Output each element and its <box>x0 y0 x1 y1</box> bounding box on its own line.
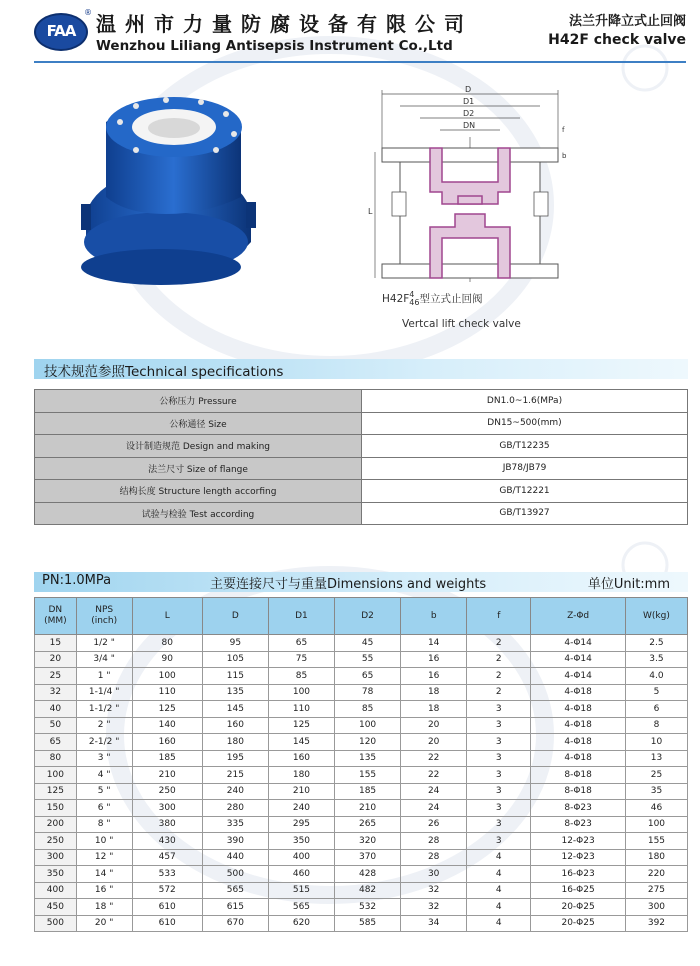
table-cell: 55 <box>335 651 401 668</box>
dim-label-dn: DN <box>463 121 476 130</box>
table-cell: 180 <box>268 767 334 784</box>
table-cell: 210 <box>335 800 401 817</box>
table-cell: 195 <box>202 750 268 767</box>
table-cell: 145 <box>268 734 334 751</box>
table-cell: 28 <box>401 849 467 866</box>
table-row <box>35 750 688 767</box>
table-cell: 320 <box>335 833 401 850</box>
dimensions-banner <box>34 572 688 592</box>
table-cell: 2 <box>467 684 531 701</box>
tech-spec-table <box>34 389 688 525</box>
table-cell: 145 <box>202 701 268 718</box>
spec-value: GB/T13927 <box>362 502 688 525</box>
table-cell: 16-Φ25 <box>531 882 626 899</box>
table-cell: 4 " <box>76 767 132 784</box>
spec-key: 公称通径 Size <box>35 412 362 435</box>
table-cell: 32 <box>401 899 467 916</box>
table-cell: 10 <box>625 734 687 751</box>
table-row <box>35 800 688 817</box>
spec-value: GB/T12235 <box>362 435 688 458</box>
table-cell: 26 <box>401 816 467 833</box>
tech-spec-banner <box>34 359 688 379</box>
table-row <box>35 882 688 899</box>
table-cell: 240 <box>268 800 334 817</box>
table-cell: 565 <box>268 899 334 916</box>
table-cell: 500 <box>202 866 268 883</box>
table-cell: 100 <box>132 668 202 685</box>
table-cell: 370 <box>335 849 401 866</box>
table-cell: 1 " <box>76 668 132 685</box>
table-cell: 210 <box>268 783 334 800</box>
table-row <box>35 915 688 932</box>
table-cell: 125 <box>35 783 77 800</box>
table-cell: 300 <box>35 849 77 866</box>
table-cell: 3 <box>467 701 531 718</box>
table-cell: 533 <box>132 866 202 883</box>
column-header: Z-Φd <box>531 598 626 635</box>
table-cell: 300 <box>132 800 202 817</box>
table-cell: 28 <box>401 833 467 850</box>
table-row <box>35 816 688 833</box>
table-row <box>35 635 688 652</box>
table-cell: 12-Φ23 <box>531 849 626 866</box>
spec-row <box>35 502 688 525</box>
table-cell: 110 <box>268 701 334 718</box>
table-cell: 24 <box>401 800 467 817</box>
table-row <box>35 734 688 751</box>
table-cell: 4-Φ18 <box>531 734 626 751</box>
table-cell: 10 " <box>76 833 132 850</box>
table-cell: 5 <box>625 684 687 701</box>
table-cell: 280 <box>202 800 268 817</box>
table-cell: 100 <box>35 767 77 784</box>
table-cell: 12-Φ23 <box>531 833 626 850</box>
table-cell: 3 <box>467 783 531 800</box>
table-cell: 295 <box>268 816 334 833</box>
table-cell: 8 <box>625 717 687 734</box>
table-cell: 78 <box>335 684 401 701</box>
column-header: D2 <box>335 598 401 635</box>
table-cell: 8 " <box>76 816 132 833</box>
table-cell: 250 <box>35 833 77 850</box>
table-cell: 300 <box>625 899 687 916</box>
column-header: NPS (inch) <box>76 598 132 635</box>
registered-mark: ® <box>84 8 92 17</box>
spec-key: 公称压力 Pressure <box>35 390 362 413</box>
table-cell: 160 <box>202 717 268 734</box>
table-cell: 80 <box>35 750 77 767</box>
table-cell: 20-Φ25 <box>531 915 626 932</box>
table-cell: 18 <box>401 701 467 718</box>
table-cell: 185 <box>132 750 202 767</box>
page-header <box>0 0 700 64</box>
table-row <box>35 701 688 718</box>
product-name-cn: 法兰升降立式止回阀 <box>568 14 686 29</box>
spec-value: DN15~500(mm) <box>362 412 688 435</box>
table-cell: 6 <box>625 701 687 718</box>
table-cell: 18 " <box>76 899 132 916</box>
drawing-caption <box>382 291 482 307</box>
table-cell: 200 <box>35 816 77 833</box>
table-cell: 428 <box>335 866 401 883</box>
table-cell: 1-1/2 " <box>76 701 132 718</box>
table-cell: 65 <box>268 635 334 652</box>
table-cell: 16 " <box>76 882 132 899</box>
table-cell: 4-Φ18 <box>531 701 626 718</box>
table-cell: 4-Φ14 <box>531 651 626 668</box>
table-cell: 140 <box>132 717 202 734</box>
table-cell: 4 <box>467 882 531 899</box>
spec-row <box>35 480 688 503</box>
table-cell: 585 <box>335 915 401 932</box>
spec-value: DN1.0~1.6(MPa) <box>362 390 688 413</box>
table-cell: 392 <box>625 915 687 932</box>
table-cell: 610 <box>132 899 202 916</box>
table-cell: 215 <box>202 767 268 784</box>
table-cell: 16 <box>401 668 467 685</box>
table-cell: 3 <box>467 816 531 833</box>
table-cell: 180 <box>625 849 687 866</box>
table-cell: 532 <box>335 899 401 916</box>
table-cell: 105 <box>202 651 268 668</box>
table-cell: 3 <box>467 800 531 817</box>
dim-label-d2: D2 <box>463 109 475 118</box>
table-cell: 14 <box>401 635 467 652</box>
table-cell: 95 <box>202 635 268 652</box>
column-header: D1 <box>268 598 334 635</box>
table-cell: 390 <box>202 833 268 850</box>
table-cell: 482 <box>335 882 401 899</box>
table-cell: 4-Φ18 <box>531 750 626 767</box>
table-cell: 155 <box>625 833 687 850</box>
caption-sub: 46 <box>409 298 420 307</box>
table-row <box>35 833 688 850</box>
dim-label-d: D <box>465 85 472 94</box>
table-cell: 4 <box>467 849 531 866</box>
header-divider <box>34 61 686 63</box>
table-cell: 110 <box>132 684 202 701</box>
table-cell: 4-Φ18 <box>531 684 626 701</box>
table-cell: 4 <box>467 915 531 932</box>
table-cell: 265 <box>335 816 401 833</box>
table-row <box>35 866 688 883</box>
valve-product-image <box>66 92 266 292</box>
table-cell: 75 <box>268 651 334 668</box>
table-cell: 180 <box>202 734 268 751</box>
table-cell: 4.0 <box>625 668 687 685</box>
table-cell: 14 " <box>76 866 132 883</box>
table-cell: 210 <box>132 767 202 784</box>
table-cell: 440 <box>202 849 268 866</box>
tech-spec-title: 技术规范参照Technical specifications <box>44 364 284 380</box>
table-row <box>35 783 688 800</box>
table-cell: 115 <box>202 668 268 685</box>
table-cell: 32 <box>35 684 77 701</box>
table-cell: 5 " <box>76 783 132 800</box>
table-cell: 22 <box>401 750 467 767</box>
spec-value: GB/T12221 <box>362 480 688 503</box>
table-cell: 30 <box>401 866 467 883</box>
spec-row <box>35 412 688 435</box>
table-cell: 3 " <box>76 750 132 767</box>
table-cell: 34 <box>401 915 467 932</box>
table-cell: 500 <box>35 915 77 932</box>
dim-label-f: f <box>562 126 565 134</box>
table-cell: 3 <box>467 734 531 751</box>
table-cell: 4-Φ14 <box>531 668 626 685</box>
caption-sup: 4 <box>409 290 415 299</box>
table-cell: 135 <box>202 684 268 701</box>
table-cell: 8-Φ18 <box>531 783 626 800</box>
table-cell: 12 " <box>76 849 132 866</box>
table-cell: 85 <box>335 701 401 718</box>
table-cell: 8-Φ18 <box>531 767 626 784</box>
dim-label-b: b <box>562 152 567 160</box>
caption-type: 型立式止回阀 <box>419 293 483 305</box>
table-cell: 45 <box>335 635 401 652</box>
spec-key: 法兰尺寸 Size of flange <box>35 457 362 480</box>
table-cell: 125 <box>268 717 334 734</box>
column-header: L <box>132 598 202 635</box>
table-cell: 400 <box>268 849 334 866</box>
dim-label-d1: D1 <box>463 97 475 106</box>
table-cell: 135 <box>335 750 401 767</box>
table-cell: 250 <box>132 783 202 800</box>
table-cell: 15 <box>35 635 77 652</box>
column-header: W(kg) <box>625 598 687 635</box>
spec-key: 设计制造规范 Design and making <box>35 435 362 458</box>
table-row <box>35 717 688 734</box>
column-header: D <box>202 598 268 635</box>
table-cell: 457 <box>132 849 202 866</box>
table-cell: 2 <box>467 635 531 652</box>
table-cell: 185 <box>335 783 401 800</box>
table-cell: 620 <box>268 915 334 932</box>
table-cell: 8-Φ23 <box>531 800 626 817</box>
table-row <box>35 651 688 668</box>
spec-key: 结构长度 Structure length accorfing <box>35 480 362 503</box>
table-cell: 450 <box>35 899 77 916</box>
table-cell: 1/2 " <box>76 635 132 652</box>
column-header: b <box>401 598 467 635</box>
table-cell: 20-Φ25 <box>531 899 626 916</box>
table-cell: 50 <box>35 717 77 734</box>
logo-text: FAA <box>46 22 76 40</box>
table-cell: 565 <box>202 882 268 899</box>
table-cell: 3 <box>467 767 531 784</box>
column-header: DN (MM) <box>35 598 77 635</box>
table-cell: 8-Φ23 <box>531 816 626 833</box>
table-cell: 350 <box>35 866 77 883</box>
table-cell: 150 <box>35 800 77 817</box>
table-row <box>35 899 688 916</box>
table-cell: 160 <box>132 734 202 751</box>
faa-logo <box>34 13 88 51</box>
table-cell: 80 <box>132 635 202 652</box>
table-cell: 240 <box>202 783 268 800</box>
caption-model: H42F <box>382 293 410 305</box>
table-cell: 20 " <box>76 915 132 932</box>
table-cell: 100 <box>625 816 687 833</box>
table-cell: 4-Φ14 <box>531 635 626 652</box>
table-cell: 40 <box>35 701 77 718</box>
spec-row <box>35 457 688 480</box>
table-cell: 6 " <box>76 800 132 817</box>
table-cell: 65 <box>35 734 77 751</box>
spec-row <box>35 435 688 458</box>
table-cell: 24 <box>401 783 467 800</box>
table-row <box>35 684 688 701</box>
table-cell: 85 <box>268 668 334 685</box>
table-cell: 20 <box>35 651 77 668</box>
table-cell: 32 <box>401 882 467 899</box>
table-cell: 350 <box>268 833 334 850</box>
table-row <box>35 668 688 685</box>
valve-section-drawing <box>370 82 570 312</box>
table-cell: 430 <box>132 833 202 850</box>
table-cell: 2-1/2 " <box>76 734 132 751</box>
table-cell: 25 <box>35 668 77 685</box>
table-cell: 125 <box>132 701 202 718</box>
unit-label: 单位Unit:mm <box>587 577 670 592</box>
drawing-caption-en: Vertcal lift check valve <box>402 318 521 330</box>
table-cell: 46 <box>625 800 687 817</box>
table-cell: 670 <box>202 915 268 932</box>
spec-row <box>35 390 688 413</box>
table-cell: 20 <box>401 734 467 751</box>
table-cell: 515 <box>268 882 334 899</box>
table-cell: 1-1/4 " <box>76 684 132 701</box>
table-cell: 3 <box>467 833 531 850</box>
table-cell: 400 <box>35 882 77 899</box>
table-cell: 460 <box>268 866 334 883</box>
table-cell: 16 <box>401 651 467 668</box>
dim-label-l: L <box>368 207 373 216</box>
table-cell: 20 <box>401 717 467 734</box>
dimensions-title: 主要连接尺寸与重量Dimensions and weights <box>210 577 487 592</box>
table-cell: 18 <box>401 684 467 701</box>
table-cell: 610 <box>132 915 202 932</box>
table-cell: 120 <box>335 734 401 751</box>
table-row <box>35 767 688 784</box>
table-cell: 2 <box>467 668 531 685</box>
column-header: f <box>467 598 531 635</box>
table-cell: 65 <box>335 668 401 685</box>
table-cell: 4 <box>467 899 531 916</box>
spec-value: JB78/JB79 <box>362 457 688 480</box>
table-cell: 100 <box>268 684 334 701</box>
dimensions-table <box>34 597 688 932</box>
company-name-cn: 温州市力量防腐设备有限公司 <box>96 12 473 36</box>
table-cell: 4 <box>467 866 531 883</box>
table-cell: 3/4 " <box>76 651 132 668</box>
table-cell: 3.5 <box>625 651 687 668</box>
table-cell: 615 <box>202 899 268 916</box>
table-cell: 16-Φ23 <box>531 866 626 883</box>
company-name-en: Wenzhou Liliang Antisepsis Instrument Co.,Ltd <box>96 38 453 54</box>
table-cell: 155 <box>335 767 401 784</box>
table-cell: 380 <box>132 816 202 833</box>
table-cell: 220 <box>625 866 687 883</box>
table-cell: 275 <box>625 882 687 899</box>
table-row <box>35 849 688 866</box>
table-cell: 2 <box>467 651 531 668</box>
spec-key: 试验与检验 Test according <box>35 502 362 525</box>
table-cell: 2.5 <box>625 635 687 652</box>
pressure-label: PN:1.0MPa <box>42 573 112 588</box>
table-cell: 2 " <box>76 717 132 734</box>
table-cell: 3 <box>467 750 531 767</box>
table-cell: 335 <box>202 816 268 833</box>
table-cell: 90 <box>132 651 202 668</box>
table-cell: 160 <box>268 750 334 767</box>
table-cell: 22 <box>401 767 467 784</box>
product-name-en: H42F check valve <box>548 32 686 48</box>
table-cell: 35 <box>625 783 687 800</box>
table-cell: 3 <box>467 717 531 734</box>
table-cell: 100 <box>335 717 401 734</box>
table-cell: 13 <box>625 750 687 767</box>
table-cell: 4-Φ18 <box>531 717 626 734</box>
table-cell: 25 <box>625 767 687 784</box>
table-cell: 572 <box>132 882 202 899</box>
